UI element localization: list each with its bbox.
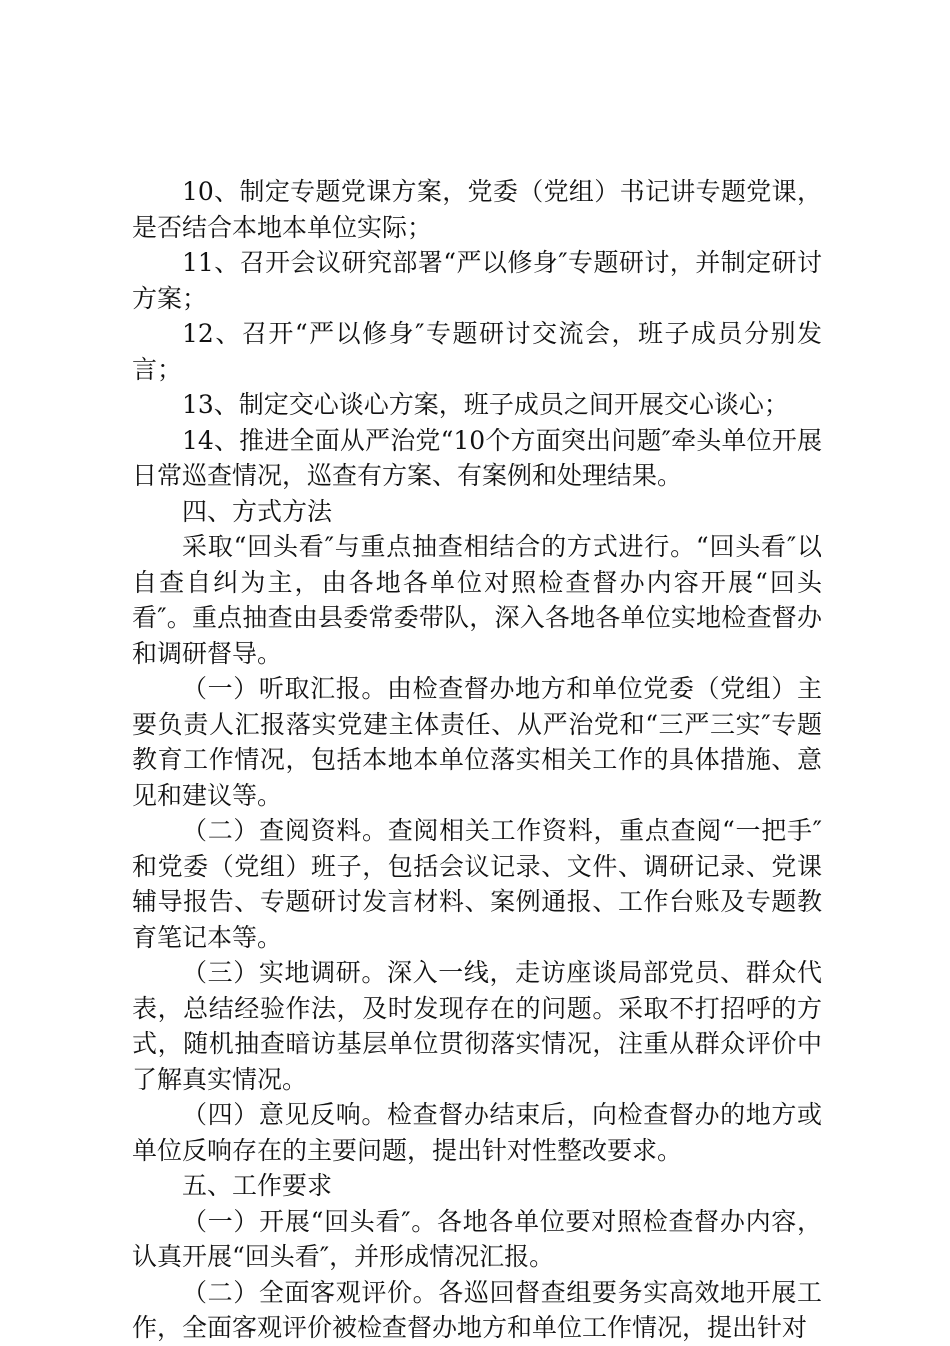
method-2-paragraph: （二）查阅资料。查阅相关工作资料，重点查阅“一把手″和党委（党组）班子，包括会议记录、文件、调研记录、党课辅导报告、专题研讨发言材料、案例通报、工作台账及专题教育笔记本等。	[132, 816, 822, 952]
item-14-paragraph: 14、推进全面从严治党“10个方面突出问题″牵头单位开展日常巡查情况，巡查有方案、有案例和处理结果。	[132, 425, 822, 490]
item-10-paragraph: 10、制定专题党课方案，党委（党组）书记讲专题党课，是否结合本地本单位实际；	[132, 177, 822, 242]
requirement-2-paragraph: （二）全面客观评价。各巡回督查组要务实高效地开展工作，全面客观评价被检查督办地方和单位工作情况，提出针对	[132, 1277, 822, 1342]
method-3-paragraph: （三）实地调研。深入一线，走访座谈局部党员、群众代表，总结经验作法，及时发现存在的问题。采取不打招呼的方式，随机抽查暗访基层单位贯彻落实情况，注重从群众评价中了解真实情况。	[132, 958, 822, 1094]
section-5-heading: 五、工作要求	[182, 1171, 333, 1200]
method-4-paragraph: （四）意见反响。检查督办结束后，向检查督办的地方或单位反响存在的主要问题，提出针对性整改要求。	[132, 1100, 822, 1165]
item-11-paragraph: 11、召开会议研究部署“严以修身″专题研讨，并制定研讨方案；	[132, 248, 822, 313]
method-1-paragraph: （一）听取汇报。由检查督办地方和单位党委（党组）主要负责人汇报落实党建主体责任、从严治党和“三严三实″专题教育工作情况，包括本地本单位落实相关工作的具体措施、意见和建议等。	[132, 674, 822, 810]
methods-intro-paragraph: 采取“回头看″与重点抽查相结合的方式进行。“回头看″以自查自纠为主，由各地各单位对照检查督办内容开展“回头看″。重点抽查由县委常委带队，深入各地各单位实地检查督办和调研督导。	[132, 532, 822, 668]
section-4-heading: 四、方式方法	[182, 496, 333, 526]
requirement-1-paragraph: （一）开展“回头看″。各地各单位要对照检查督办内容，认真开展“回头看″，并形成情况汇报。	[132, 1206, 822, 1271]
item-13-paragraph: 13、制定交心谈心方案，班子成员之间开展交心谈心；	[182, 390, 789, 419]
item-12-paragraph: 12、召开“严以修身″专题研讨交流会，班子成员分别发言；	[132, 319, 822, 384]
document-page	[132, 174, 822, 1346]
